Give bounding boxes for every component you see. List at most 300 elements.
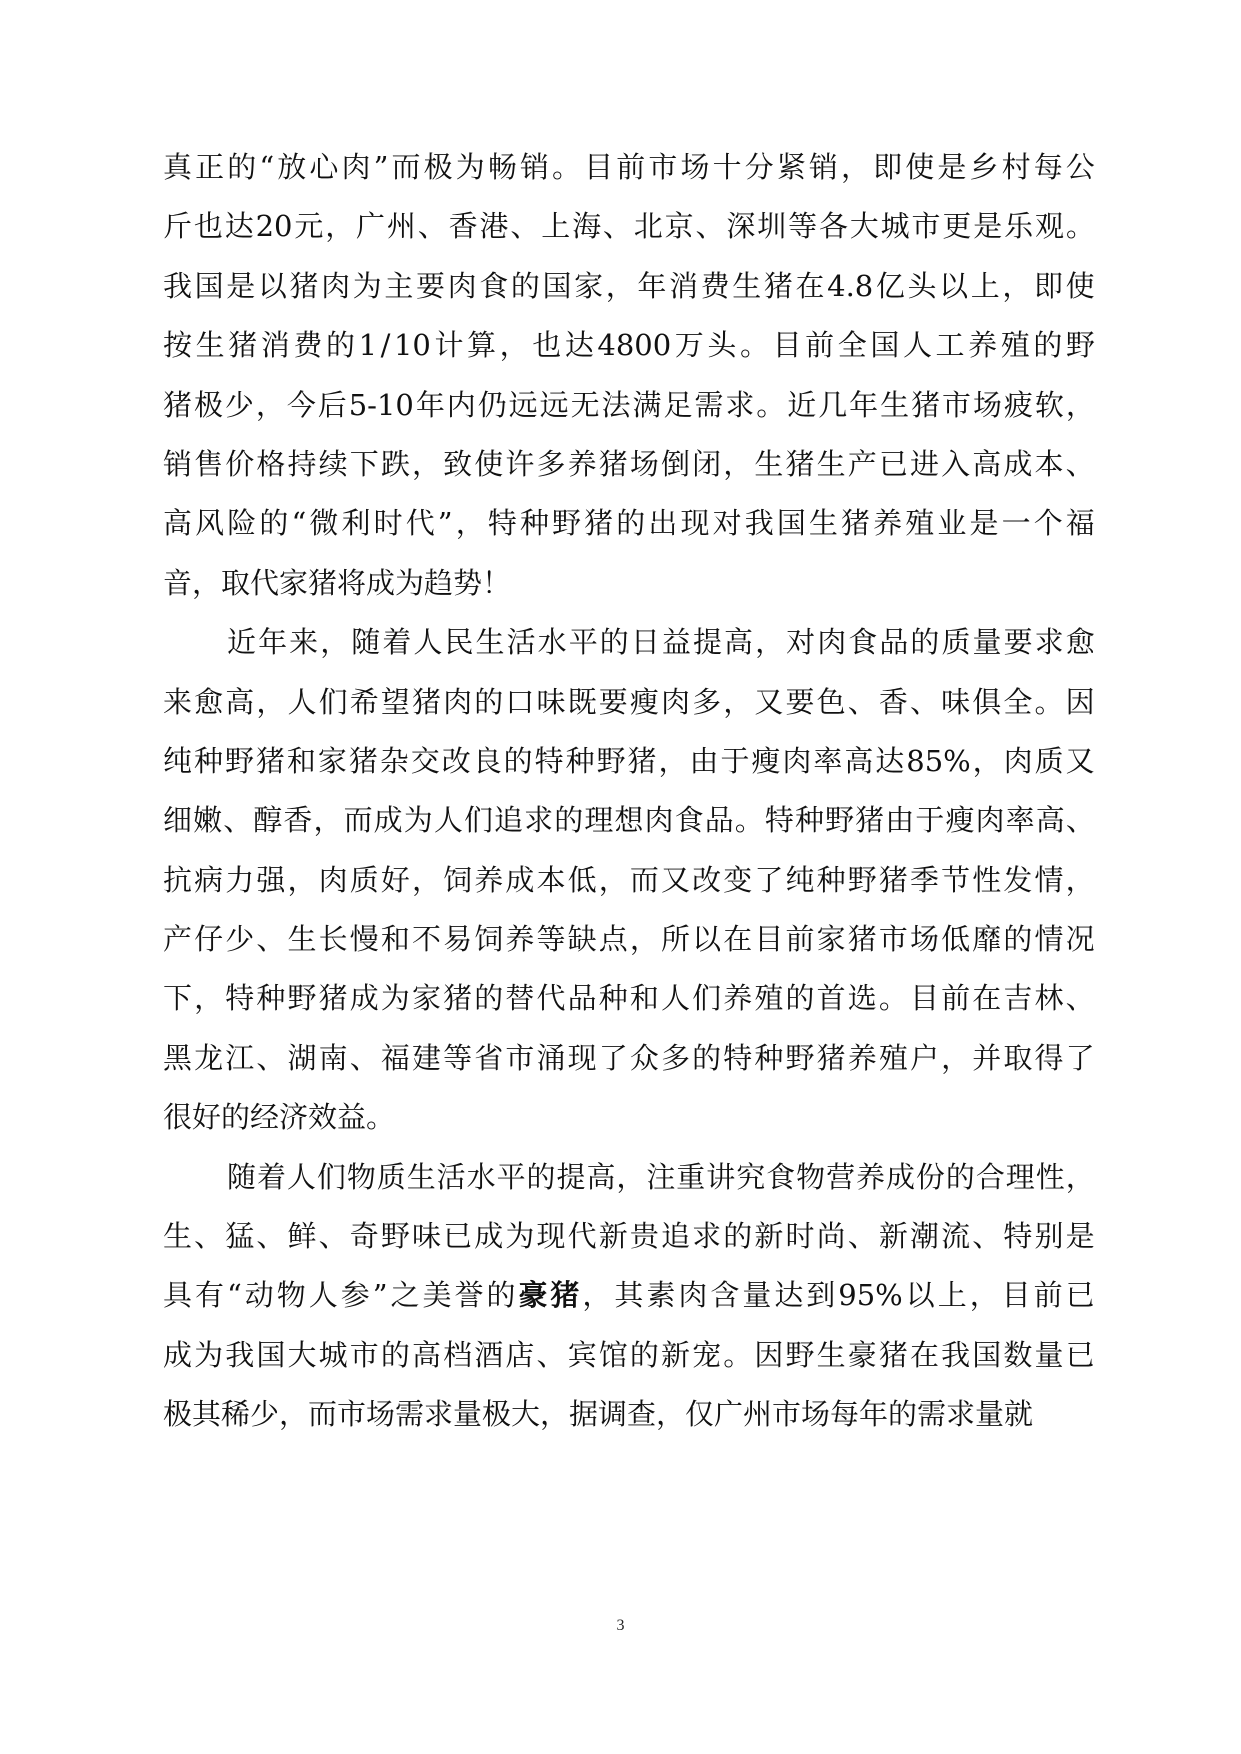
text-glyph: 民 (444, 625, 474, 660)
text-line (163, 554, 1095, 613)
text-glyph: 选 (847, 981, 877, 1016)
text-glyph: 纯 (785, 862, 815, 897)
text-glyph: 下 (349, 446, 379, 481)
text-glyph: 是 (937, 150, 967, 184)
text-glyph: 猪 (598, 446, 628, 481)
text-glyph: 愈 (194, 684, 224, 719)
text-glyph: 目 (1001, 1278, 1031, 1313)
text-glyph: 、 (1065, 446, 1095, 481)
text-glyph: 量 (742, 1278, 772, 1313)
text-glyph: 少 (224, 387, 254, 422)
text-glyph: 万 (674, 328, 704, 363)
text-glyph: 上 (937, 1278, 967, 1313)
text-glyph: 全 (837, 328, 867, 363)
text-glyph: 的 (474, 981, 504, 1016)
text-glyph: 深 (726, 209, 756, 244)
text-segment: 音，取代家猪将成为趋势！ (163, 565, 512, 600)
text-glyph: 肉 (644, 803, 674, 838)
text-glyph: 酒 (474, 1337, 504, 1372)
text-glyph: 已 (878, 446, 908, 481)
text-glyph: 人 (902, 328, 932, 363)
text-glyph: 使 (1065, 268, 1095, 303)
text-glyph: 。 (1034, 684, 1064, 719)
text-glyph: 提 (556, 1159, 586, 1194)
text-glyph: 等 (536, 922, 566, 957)
text-glyph: 杂 (379, 743, 409, 778)
text-glyph: 好 (380, 862, 410, 897)
text-glyph: 软 (1034, 387, 1064, 422)
text-glyph: 目 (754, 922, 784, 957)
text-glyph: 家 (816, 922, 846, 957)
text-glyph: 出 (648, 506, 678, 541)
text-glyph: 殖 (754, 981, 784, 1016)
text-glyph: 嫩 (193, 803, 223, 838)
text-glyph: 时 (785, 1219, 815, 1254)
text-glyph: 慢 (349, 922, 379, 957)
text-glyph: 高 (586, 1159, 616, 1194)
text-glyph: 养 (847, 1040, 877, 1075)
text-glyph: 持 (287, 446, 317, 481)
text-glyph: 们 (463, 803, 493, 838)
text-glyph: 来 (163, 684, 193, 719)
text-glyph: 食 (674, 803, 704, 838)
text-glyph: ， (723, 684, 753, 719)
text-glyph: 季 (910, 862, 940, 897)
text-glyph: 的 (723, 1219, 753, 1254)
text-glyph: 来 (289, 625, 319, 660)
text-glyph: 猪 (816, 1040, 846, 1075)
text-glyph: 乐 (1004, 209, 1034, 244)
text-glyph: 福 (1065, 506, 1095, 541)
text-glyph: 店 (505, 1337, 535, 1372)
text-glyph: 亿 (875, 268, 905, 303)
text-glyph: 的 (599, 625, 629, 660)
text-glyph: 费 (293, 328, 323, 363)
text-glyph: “ (226, 1278, 242, 1313)
text-glyph: 生 (732, 268, 762, 303)
text-glyph: 目 (772, 328, 802, 363)
text-glyph: 已 (1065, 1278, 1095, 1313)
text-glyph: 讲 (706, 1159, 736, 1194)
text-glyph: 代 (567, 1219, 597, 1254)
text-glyph: 现 (536, 1219, 566, 1254)
text-line (163, 494, 1095, 553)
text-glyph: 为 (380, 981, 410, 1016)
text-glyph: 年 (415, 387, 445, 422)
text-glyph: 动 (244, 1278, 274, 1313)
text-glyph: 养 (873, 506, 903, 541)
text-glyph: 贵 (629, 1219, 659, 1254)
text-glyph: 畅 (487, 150, 517, 184)
text-glyph: 价 (225, 446, 255, 481)
text-glyph: 远 (539, 387, 569, 422)
text-glyph: ， (1065, 387, 1095, 422)
text-glyph: 殖 (878, 1040, 908, 1075)
text-glyph: 使 (905, 150, 935, 184)
text-glyph: 香 (448, 209, 478, 244)
text-glyph: 味 (536, 684, 566, 719)
text-glyph: 猪 (443, 981, 473, 1016)
text-glyph: 近 (787, 387, 817, 422)
text-glyph: 种 (519, 506, 549, 541)
text-glyph: 望 (380, 684, 410, 719)
text-glyph: 新 (598, 1219, 628, 1254)
text-glyph: 头 (907, 268, 937, 303)
text-glyph: 份 (915, 1159, 945, 1194)
text-glyph: 猪 (847, 922, 877, 957)
text-glyph: 年 (637, 268, 667, 303)
text-glyph: 色 (816, 684, 846, 719)
text-glyph: 猪 (348, 743, 378, 778)
text-glyph: 野 (287, 981, 317, 1016)
text-glyph: 按 (163, 328, 193, 363)
text-glyph: 的 (259, 506, 289, 541)
text-glyph: 为 (352, 268, 382, 303)
text-glyph: 涌 (536, 1040, 566, 1075)
text-line (163, 197, 1095, 256)
text-glyph: 闭 (692, 446, 722, 481)
text-glyph: 鲜 (287, 1219, 317, 1254)
text-glyph: 又 (661, 862, 691, 897)
text-glyph: 改 (692, 862, 722, 897)
text-glyph: 愈 (1065, 625, 1095, 660)
text-glyph: 跌 (380, 446, 410, 481)
text-glyph: 易 (443, 922, 473, 957)
text-glyph: 市 (505, 1040, 535, 1075)
text-glyph: 缺 (567, 922, 597, 957)
text-glyph: 销 (808, 150, 838, 184)
text-glyph: 为 (403, 803, 433, 838)
text-glyph: 是 (973, 209, 1003, 244)
text-glyph: 肉 (318, 862, 348, 897)
text-glyph: 十 (712, 150, 742, 184)
text-glyph: 产 (847, 446, 877, 481)
text-glyph: 活 (436, 1159, 466, 1194)
text-glyph: 的 (945, 1159, 975, 1194)
text-glyph: 又 (1065, 743, 1095, 778)
text-glyph: 要 (1003, 625, 1033, 660)
text-glyph: 人 (661, 981, 691, 1016)
text-line (163, 435, 1095, 494)
text-glyph: 情 (1034, 862, 1064, 897)
text-glyph: 的 (526, 1159, 556, 1194)
text-glyph: 是 (226, 268, 256, 303)
text-glyph: 数 (1003, 1337, 1033, 1372)
text-glyph: 猪 (255, 743, 285, 778)
text-glyph: 随 (351, 625, 381, 660)
text-glyph: 质 (349, 862, 379, 897)
text-glyph: 潮 (910, 1219, 940, 1254)
text-glyph: 场 (972, 387, 1002, 422)
text-glyph: ， (972, 743, 1002, 778)
text-glyph: 、 (602, 209, 632, 244)
text-line (163, 1148, 1095, 1207)
text-glyph: 重 (676, 1159, 706, 1194)
text-glyph: 市 (878, 922, 908, 957)
text-glyph: ， (598, 862, 628, 897)
text-glyph: 的 (325, 328, 355, 363)
text-glyph: 不 (412, 922, 442, 957)
text-glyph: 肉 (817, 625, 847, 660)
text-glyph: 低 (567, 862, 597, 897)
text-glyph: 着 (256, 1159, 286, 1194)
text-glyph: 即 (873, 150, 903, 184)
text-glyph: 高 (225, 684, 255, 719)
text-glyph: 之 (390, 1278, 420, 1313)
text-glyph: 食 (848, 625, 878, 660)
text-glyph: 已 (443, 1219, 473, 1254)
text-glyph: 味 (412, 1219, 442, 1254)
text-glyph: 猪 (228, 328, 258, 363)
text-glyph: 等 (788, 209, 818, 244)
text-glyph: 生 (406, 1159, 436, 1194)
text-glyph: 产 (163, 922, 193, 957)
text-glyph: 市 (911, 209, 941, 244)
text-glyph: 时 (373, 506, 403, 541)
text-glyph: 生 (163, 1219, 193, 1254)
text-glyph: 续 (318, 446, 348, 481)
text-glyph: 流 (941, 1219, 971, 1254)
text-line (163, 316, 1095, 375)
text-glyph: 工 (935, 328, 965, 363)
text-glyph: 饲 (474, 922, 504, 957)
text-glyph: / (380, 328, 391, 363)
text-glyph: 计 (434, 328, 464, 363)
text-glyph: 4.8 (827, 268, 874, 303)
text-glyph: 家 (412, 981, 442, 1016)
text-glyph: 首 (816, 981, 846, 1016)
text-glyph: 质 (1034, 743, 1064, 778)
text-glyph: 种 (816, 862, 846, 897)
text-line (163, 910, 1095, 969)
text-glyph: 即 (1033, 268, 1063, 303)
text-glyph: 我 (163, 268, 193, 303)
text-glyph: 由 (689, 743, 719, 778)
text-glyph: 生 (287, 922, 317, 957)
text-segment: 极其稀少，而市场需求量极大，据调查，仅广州市场每年的需求量就 (163, 1397, 1034, 1432)
text-glyph: 远 (508, 387, 538, 422)
text-glyph: 醇 (253, 803, 283, 838)
text-glyph: 人 (413, 625, 443, 660)
text-glyph: 细 (163, 803, 193, 838)
text-glyph: 、 (510, 209, 540, 244)
text-glyph: 誉 (454, 1278, 484, 1313)
text-glyph: 龙 (194, 1040, 224, 1075)
text-segment: 很好的经济效益。 (163, 1100, 396, 1135)
text-glyph: 的 (380, 1337, 410, 1372)
text-glyph: 等 (443, 1040, 473, 1075)
text-glyph: 于 (720, 743, 750, 778)
text-glyph: 海 (572, 209, 602, 244)
text-glyph: 尚 (816, 1219, 846, 1254)
text-glyph: 我 (744, 506, 774, 541)
text-glyph: 猪 (878, 1337, 908, 1372)
text-glyph: 85% (906, 743, 971, 778)
bold-term: 豪 (518, 1278, 548, 1313)
paragraph (163, 613, 1095, 1148)
text-glyph: 市 (648, 150, 678, 184)
text-glyph: 的 (1003, 922, 1033, 957)
text-line (163, 613, 1095, 672)
text-glyph: 益 (661, 625, 691, 660)
text-glyph: 心 (309, 150, 339, 184)
text-glyph: 国 (776, 506, 806, 541)
text-glyph: 个 (1033, 506, 1063, 541)
text-glyph: 多 (661, 1040, 691, 1075)
text-glyph: 既 (567, 684, 597, 719)
text-glyph: 的 (692, 1040, 722, 1075)
text-glyph: 前 (616, 150, 646, 184)
text-glyph: 特 (225, 981, 255, 1016)
text-glyph: ， (841, 150, 871, 184)
text-glyph: 代 (536, 981, 566, 1016)
text-glyph: 成 (1003, 446, 1033, 481)
text-glyph: 靡 (972, 922, 1002, 957)
text-glyph: 高 (1035, 803, 1065, 838)
text-glyph: 新 (661, 1337, 691, 1372)
text-glyph: 合 (975, 1159, 1005, 1194)
text-glyph: 饲 (443, 862, 473, 897)
text-glyph: 瘦 (945, 803, 975, 838)
text-glyph: 场 (680, 150, 710, 184)
text-glyph: 奇 (349, 1219, 379, 1254)
text-glyph: ， (287, 862, 317, 897)
text-glyph: 得 (1034, 1040, 1064, 1075)
text-glyph: 、 (223, 803, 253, 838)
text-glyph: 众 (629, 1040, 659, 1075)
text-glyph: 食 (479, 268, 509, 303)
text-glyph: 的 (554, 803, 584, 838)
text-glyph: 营 (826, 1159, 856, 1194)
text-glyph: 着 (382, 625, 412, 660)
text-glyph: 成 (163, 1337, 193, 1372)
text-glyph: 希 (349, 684, 379, 719)
paragraph (163, 1148, 1095, 1445)
text-glyph: 物 (346, 1159, 376, 1194)
text-glyph: 和 (286, 743, 316, 778)
text-glyph: 特 (487, 506, 517, 541)
text-glyph: 种 (794, 803, 824, 838)
text-glyph: 后 (317, 387, 347, 422)
text-glyph: 种 (754, 1040, 784, 1075)
text-glyph: 京 (664, 209, 694, 244)
text-glyph: 下 (163, 981, 193, 1016)
text-glyph: 国 (870, 328, 900, 363)
text-glyph: 代 (405, 506, 435, 541)
text-glyph: 高 (844, 743, 874, 778)
text-glyph: 前 (805, 328, 835, 363)
text-glyph: 1 (358, 328, 378, 363)
text-glyph: 业 (937, 506, 967, 541)
text-glyph: 户 (910, 1040, 940, 1075)
text-glyph: 销 (163, 446, 193, 481)
text-glyph: 的 (486, 1278, 516, 1313)
text-line (163, 1385, 1095, 1444)
text-glyph: 为 (505, 1219, 535, 1254)
text-glyph: 。 (739, 328, 769, 363)
text-glyph: 售 (194, 446, 224, 481)
text-glyph: ， (629, 922, 659, 957)
text-glyph: 因 (754, 1337, 784, 1372)
text-glyph: 风 (195, 506, 225, 541)
text-line (163, 376, 1095, 435)
text-glyph: 的 (503, 743, 533, 778)
text-glyph: 对 (786, 625, 816, 660)
text-glyph: 斤 (163, 209, 193, 244)
text-glyph: 况 (1065, 922, 1095, 957)
text-glyph: 含 (710, 1278, 740, 1313)
text-glyph: 猪 (412, 684, 442, 719)
text-glyph: 。 (723, 1337, 753, 1372)
text-glyph: 质 (376, 1159, 406, 1194)
text-glyph: 头 (707, 328, 737, 363)
text-glyph: 湖 (287, 1040, 317, 1075)
text-glyph: 肉 (782, 743, 812, 778)
text-glyph: 新 (878, 1219, 908, 1254)
text-glyph: 随 (227, 1159, 257, 1194)
text-glyph: ， (723, 446, 753, 481)
text-glyph: 野 (825, 803, 855, 838)
text-glyph: ， (969, 1278, 999, 1313)
text-glyph: 变 (723, 862, 753, 897)
text-glyph: 特 (534, 743, 564, 778)
text-glyph: 交 (410, 743, 440, 778)
text-line (163, 969, 1095, 1028)
text-glyph: 强 (256, 862, 286, 897)
text-glyph: 年 (258, 625, 288, 660)
text-glyph: 日 (630, 625, 660, 660)
text-glyph: 猪 (763, 268, 793, 303)
text-glyph: 全 (1003, 684, 1033, 719)
text-glyph: 口 (505, 684, 535, 719)
text-line (163, 1266, 1095, 1325)
text-glyph: ， (605, 268, 635, 303)
text-glyph: 场 (910, 922, 940, 957)
text-glyph: 别 (1034, 1219, 1064, 1254)
text-glyph: 成 (349, 981, 379, 1016)
text-glyph: 、 (194, 1219, 224, 1254)
text-glyph: ， (941, 1040, 971, 1075)
text-glyph: 品 (704, 803, 734, 838)
text-glyph: 了 (1065, 1040, 1095, 1075)
text-glyph: 和 (380, 922, 410, 957)
text-glyph: 10 (393, 328, 431, 363)
text-glyph: 品 (879, 625, 909, 660)
text-glyph: 致 (443, 446, 473, 481)
text-glyph: 种 (193, 743, 223, 778)
text-glyph: 费 (700, 268, 730, 303)
text-glyph: 香 (878, 684, 908, 719)
text-glyph: 和 (629, 981, 659, 1016)
text-glyph: 病 (194, 862, 224, 897)
text-glyph: 公 (1065, 150, 1095, 184)
text-glyph: 食 (766, 1159, 796, 1194)
text-glyph: 大 (849, 209, 879, 244)
text-glyph: 的 (510, 268, 540, 303)
text-glyph: 家 (317, 743, 347, 778)
text-glyph: 需 (694, 387, 724, 422)
text-glyph: 肉 (447, 268, 477, 303)
text-glyph: 少 (225, 922, 255, 957)
text-glyph: 以 (905, 1278, 935, 1313)
text-glyph: 猪 (855, 803, 885, 838)
text-line (163, 1029, 1095, 1088)
text-glyph: 在 (795, 268, 825, 303)
text-glyph: 在 (723, 922, 753, 957)
text-glyph: ， (582, 1278, 612, 1313)
text-glyph: ， (320, 625, 350, 660)
text-glyph: 野 (224, 743, 254, 778)
